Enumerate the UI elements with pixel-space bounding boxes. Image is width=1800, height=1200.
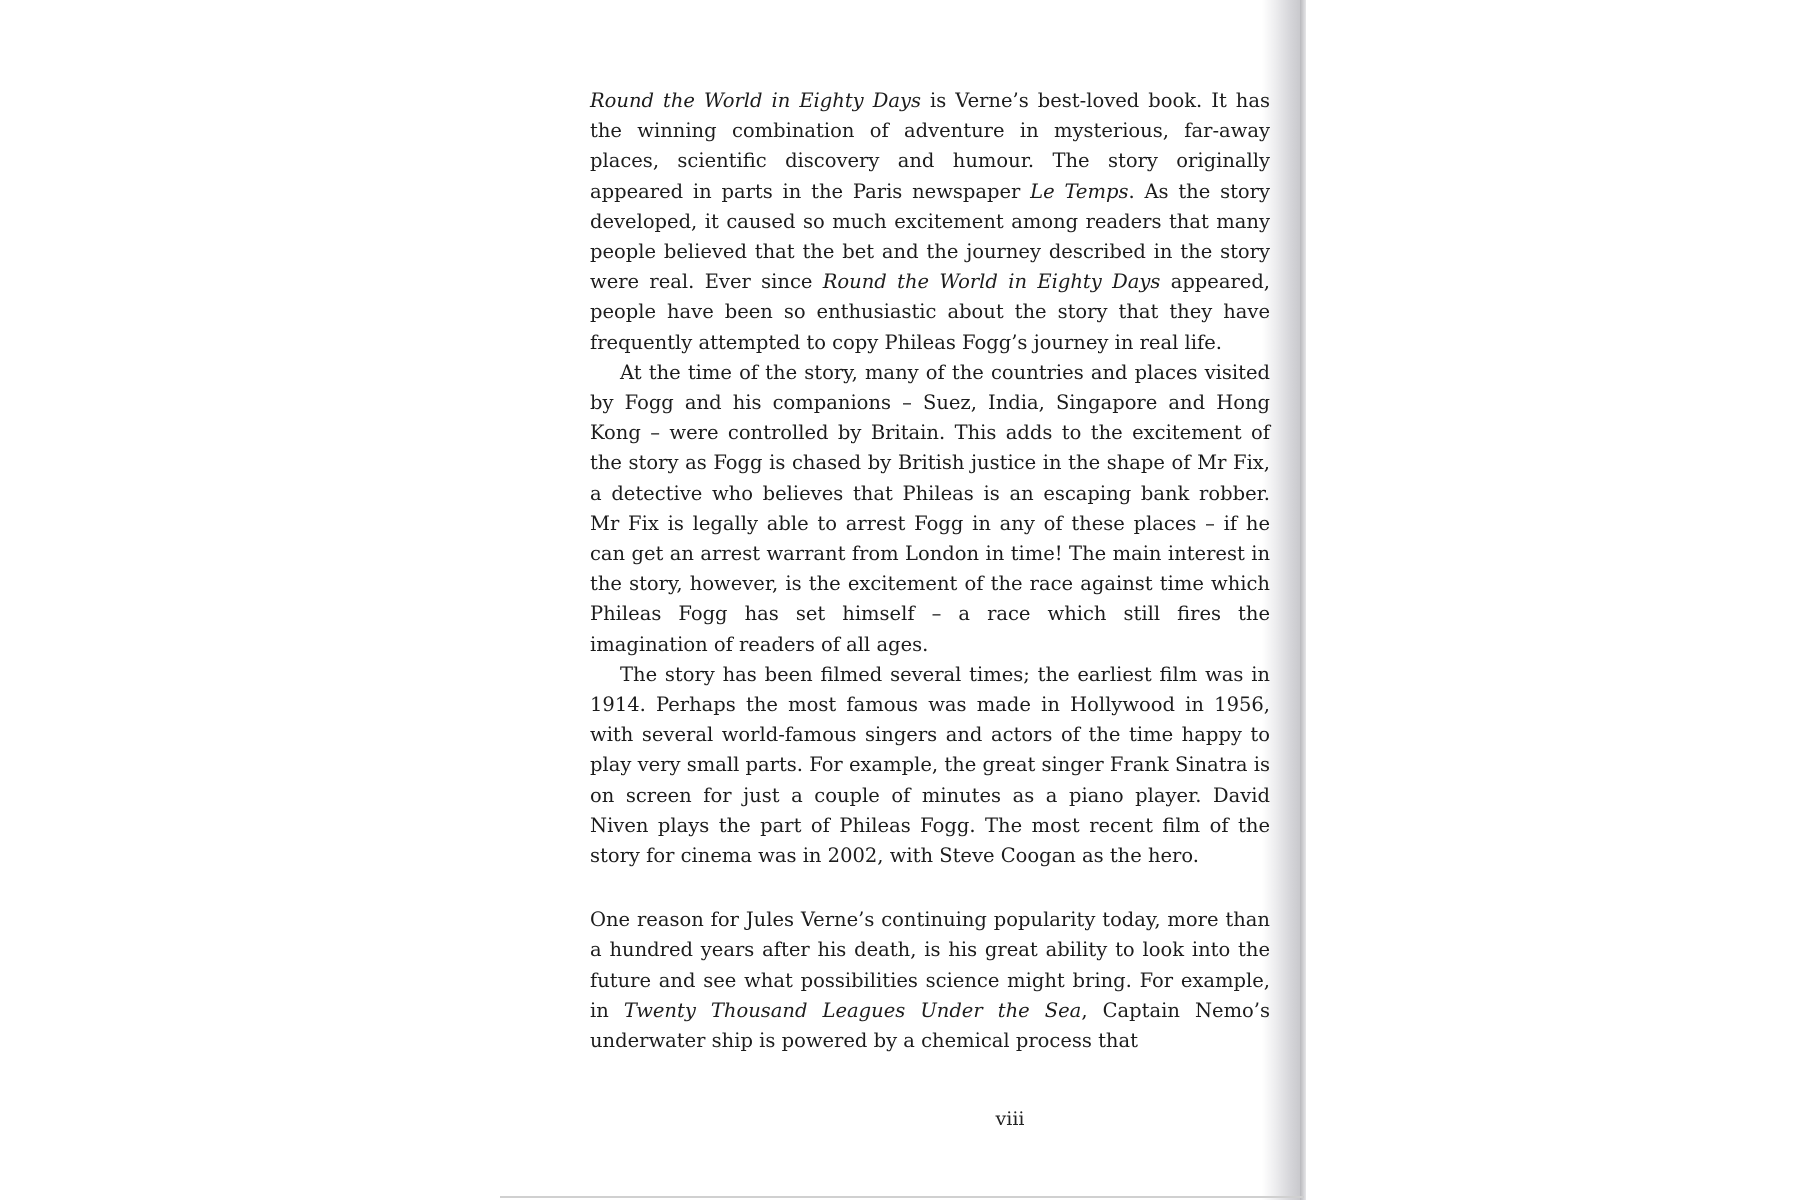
text-segment: One reason for Jules Verne’s continuing popularity today, more than a hundred years after his death, is his great ability to look into the future and see what possibilities science might bring. For example, in: [590, 908, 1270, 1022]
text-segment: . As the story developed, it caused so much excitement among readers that many people believed that the bet and the journey described in the story were real. Ever since: [590, 179, 1270, 294]
text-segment: is Verne’s best-loved book. It has the winning combination of adventure in mysterious, far-away places, scientific discovery and humour. The story originally appeared in parts in the Paris newspaper: [590, 89, 1270, 203]
paragraph-3: [590, 660, 1270, 871]
page-number: [0, 1108, 1800, 1130]
page-number-text: viii: [995, 1108, 1025, 1130]
body-text: [590, 86, 1270, 1056]
paragraph-1: [590, 86, 1270, 358]
book-title-italic: Round the World in Eighty Days: [822, 270, 1161, 294]
text-segment: appeared, people have been so enthusiastic about the story that they have frequently attempted to copy Phileas Fogg’s journey in real life.: [590, 270, 1270, 354]
text-segment: The story has been filmed several times; the earliest film was in 1914. Perhaps the most famous was made in Hollywood in 1956, with several world-famous singers and actors of the time happy to play very small parts. For example, the great singer Frank Sinatra is on screen for just a couple of minutes as a piano player. David Niven plays the part of Phileas Fogg. The most recent film of the story for cinema was in 2002, with Steve Coogan as the hero.: [590, 662, 1270, 868]
newspaper-title-italic: Le Temps: [1030, 179, 1129, 203]
page-bottom-edge: [500, 1196, 1304, 1198]
book-title-italic: Twenty Thousand Leagues Under the Sea: [623, 998, 1082, 1022]
text-segment: , Captain Nemo’s underwater ship is powered by a chemical process that: [590, 998, 1271, 1053]
book-title-italic: Round the World in Eighty Days: [590, 89, 921, 112]
book-spine-edge: [1300, 0, 1306, 1200]
text-segment: At the time of the story, many of the countries and places visited by Fogg and his companions – Suez, India, Singapore and Hong Kong – were controlled by Britain. This adds to the excitement of the story as Fogg is chased by British justice in the shape of Mr Fix, a detective who believes that Phileas is an escaping bank robber. Mr Fix is legally able to arrest Fogg in any of these places – if he can get an arrest warrant from London in time! The main interest in the story, however, is the excitement of the race against time which Phileas Fogg has set himself – a race which still fires the imagination of readers of all ages.: [590, 360, 1270, 656]
paragraph-2: [590, 358, 1270, 660]
paragraph-4: [590, 905, 1270, 1056]
section-break: [590, 871, 1270, 905]
